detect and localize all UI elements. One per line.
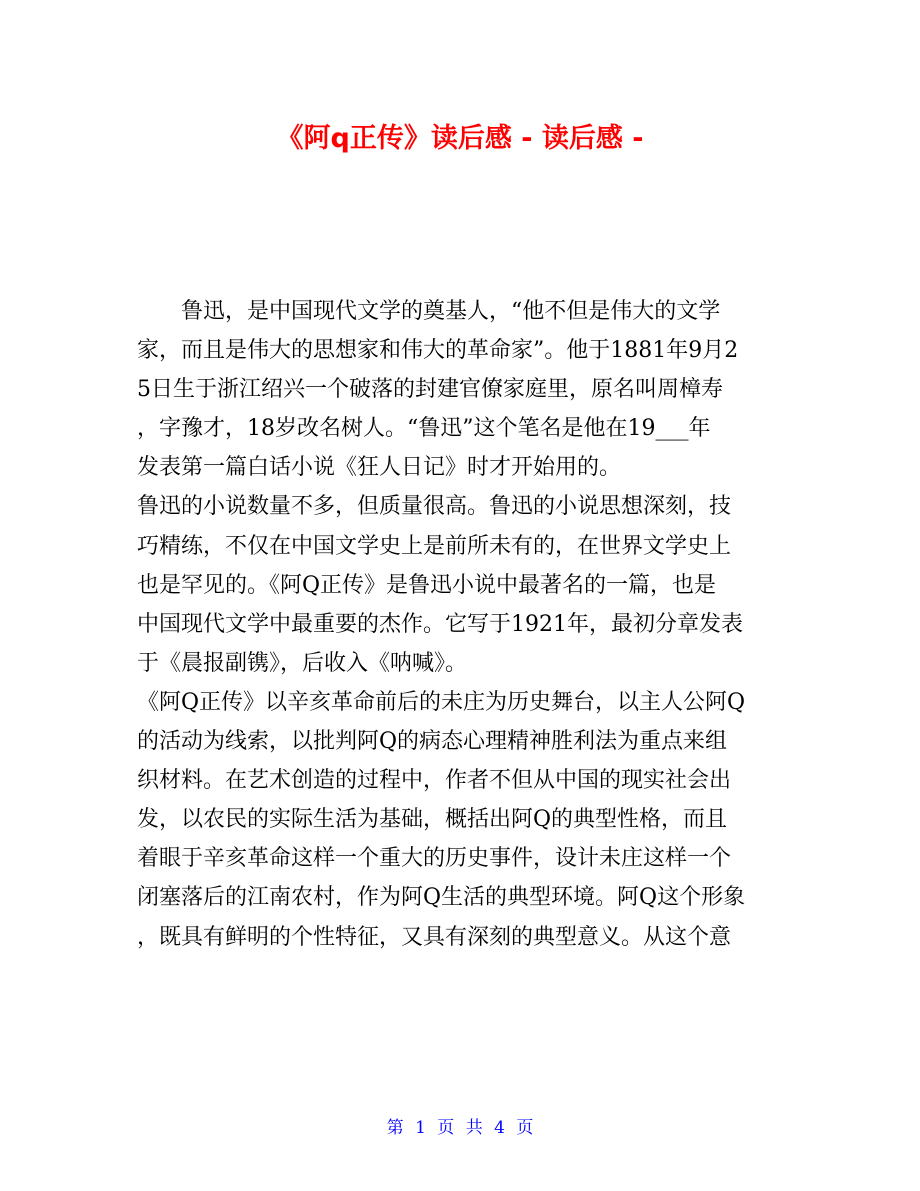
- page-number-footer: 第 1 页 共 4 页: [386, 1118, 534, 1138]
- document-title: 《阿q正传》读后感 - 读后感 -: [276, 123, 644, 154]
- body-line: 着眼于辛亥革命这样一个重大的历史事件，设计未庄这样一个: [137, 846, 732, 872]
- body-line: 鲁迅，是中国现代文学的奠基人，“他不但是伟大的文学: [137, 299, 721, 324]
- body-line: ，字豫才，18岁改名树人。“鲁迅”这个笔名是他在19___年: [137, 416, 711, 442]
- body-line: 于《晨报副镌》，后收入《呐喊》。: [137, 650, 468, 676]
- body-line: 鲁迅的小说数量不多，但质量很高。鲁迅的小说思想深刻，技: [137, 494, 732, 520]
- document-body: [137, 292, 785, 957]
- body-line: ，既具有鲜明的个性特征，又具有深刻的典型意义。从这个意: [137, 924, 732, 950]
- body-line: 巧精练，不仅在中国文学史上是前所未有的，在世界文学史上: [137, 533, 732, 559]
- body-line: 《阿Q正传》以辛亥革命前后的未庄为历史舞台，以主人公阿Q: [137, 689, 746, 715]
- body-line: 闭塞落后的江南农村，作为阿Q生活的典型环境。阿Q这个形象: [137, 885, 746, 911]
- body-line: 发表第一篇白话小说《狂人日记》时才开始用的。: [137, 455, 622, 481]
- body-line: 发，以农民的实际生活为基础，概括出阿Q的典型性格，而且: [137, 807, 728, 833]
- body-line: 的活动为线索，以批判阿Q的病态心理精神胜利法为重点来组: [137, 729, 728, 755]
- body-line: 织材料。在艺术创造的过程中，作者不但从中国的现实社会出: [137, 768, 732, 794]
- body-line: 中国现代文学中最重要的杰作。它写于1921年，最初分章发表: [137, 611, 743, 637]
- body-line: 5日生于浙江绍兴一个破落的封建官僚家庭里，原名叫周樟寿: [137, 377, 723, 403]
- body-line: 家，而且是伟大的思想家和伟大的革命家”。他于1881年9月2: [137, 338, 739, 364]
- body-line: 也是罕见的。《阿Q正传》是鲁迅小说中最著名的一篇，也是: [137, 572, 717, 598]
